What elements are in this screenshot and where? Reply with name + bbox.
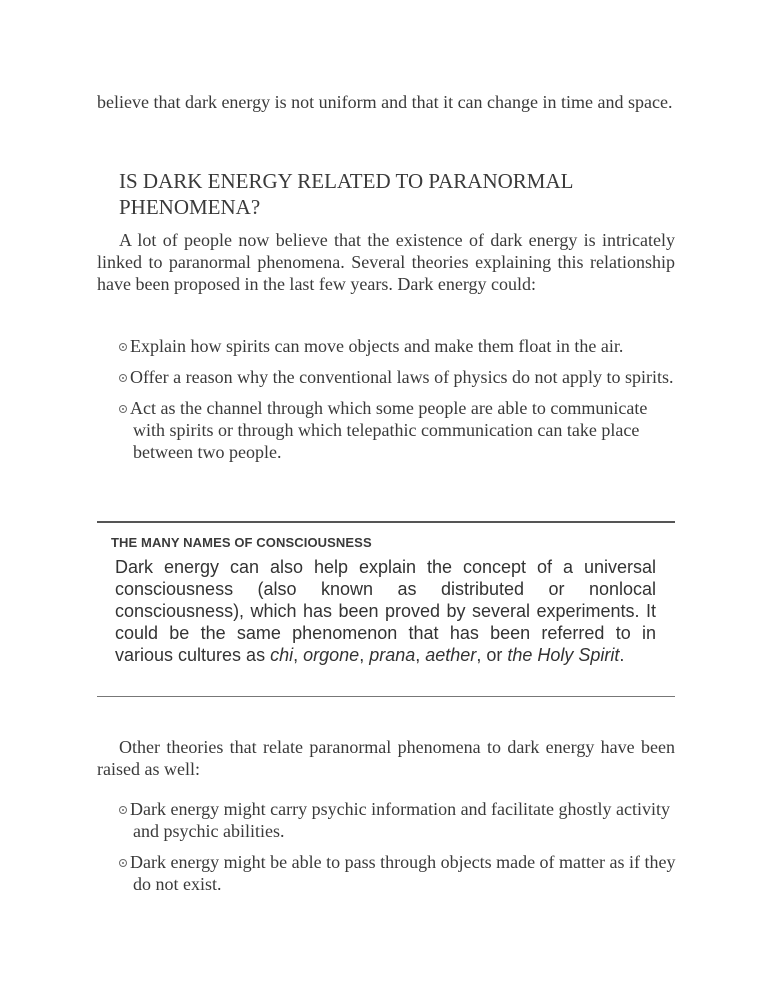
- sidebar-box: [97, 521, 675, 697]
- term-aether: aether: [425, 645, 477, 665]
- separator: ,: [293, 645, 304, 665]
- bullet-text: Offer a reason why the conventional laws of physics do not apply to spirits.: [130, 367, 674, 387]
- intro-paragraph: believe that dark energy is not uniform and that it can change in time and space.: [97, 92, 673, 112]
- separator: , or: [476, 645, 508, 665]
- bullet-text: Dark energy might carry psychic information and facilitate ghostly activity and psychic abilities.: [130, 799, 670, 841]
- section-heading: IS DARK ENERGY RELATED TO PARANORMAL PHENOMENA?: [119, 169, 573, 219]
- term-chi: chi: [270, 645, 294, 665]
- bullet-icon: [119, 374, 127, 382]
- body-paragraph-1: A lot of people now believe that the existence of dark energy is intricately linked to paranormal phenomena. Several theories explaining this relationship have been proposed in the last few years. Dark energy could:: [97, 230, 675, 294]
- list-item: [119, 397, 679, 463]
- body-paragraph-2: Other theories that relate paranormal phenomena to dark energy have been raised as well:: [97, 737, 675, 779]
- list-item: [119, 366, 679, 388]
- bullet-text: Dark energy might be able to pass through objects made of matter as if they do not exist.: [130, 852, 676, 894]
- bullet-list-1: [119, 335, 679, 472]
- list-item: [119, 335, 679, 357]
- sidebar-title: THE MANY NAMES OF CONSCIOUSNESS: [111, 535, 372, 550]
- list-item: [119, 851, 679, 895]
- sidebar-body: [115, 556, 656, 666]
- term-holy-spirit: the Holy Spirit: [507, 645, 620, 665]
- term-orgone: orgone: [303, 645, 360, 665]
- bullet-icon: [119, 806, 127, 814]
- bullet-icon: [119, 405, 127, 413]
- bullet-text: Explain how spirits can move objects and make them float in the air.: [130, 336, 624, 356]
- separator: ,: [415, 645, 426, 665]
- list-item: [119, 798, 679, 842]
- bullet-icon: [119, 343, 127, 351]
- bullet-icon: [119, 859, 127, 867]
- period: .: [619, 645, 625, 665]
- separator: ,: [359, 645, 370, 665]
- sidebar-body-text: Dark energy can also help explain the concept of a universal consciousness (also known as distributed or nonlocal consciousness), which has been proved by several experiments. It could be the same phenomenon that has been referred to in various cultures as: [115, 557, 656, 665]
- bullet-text: Act as the channel through which some people are able to communicate with spirits or through which telepathic communication can take place between two people.: [130, 398, 648, 462]
- term-prana: prana: [369, 645, 416, 665]
- bullet-list-2: [119, 798, 679, 904]
